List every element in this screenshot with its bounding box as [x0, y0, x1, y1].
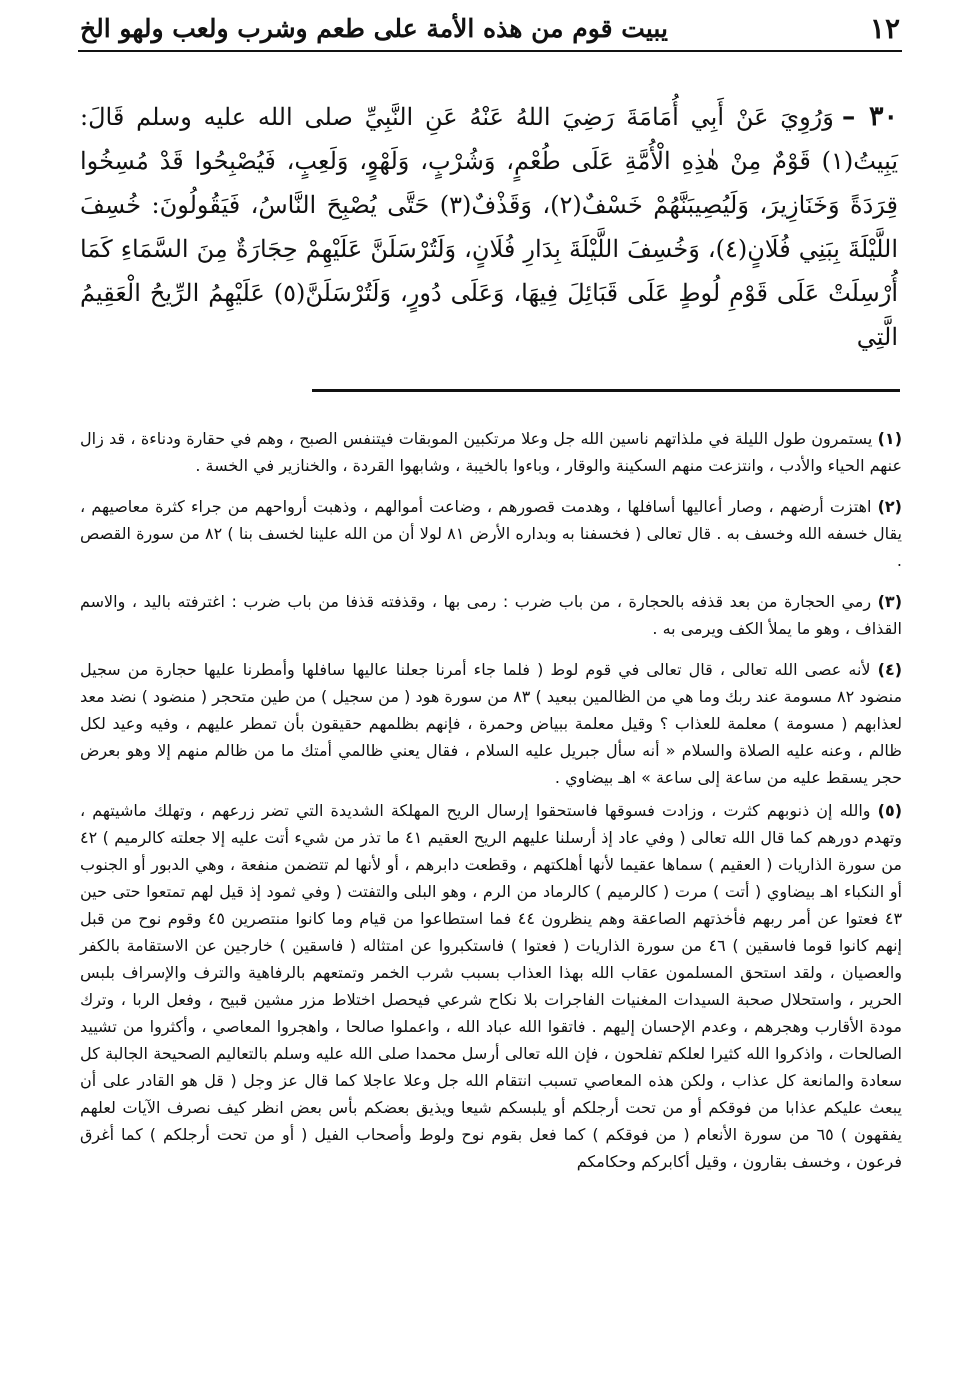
- hadith-body: وَرُوِيَ عَنْ أَبِي أُمَامَةَ رَضِيَ اللهُ عَنْهُ عَنِ النَّبِيِّ صلى الله عليه وسلم قَالَ: يَبِيتُ(١) قَوْمٌ مِنْ هٰذِهِ الْأُمَّةِ عَلَى طُعْمٍ، وَشُرْبٍ، وَلَهْوٍ، وَلَعِبٍ، فَيُصْبِحُوا قَدْ مُسِخُوا قِرَدَةً وَخَنَازِيرَ، وَلَيُصِيبَنَّهُمْ خَسْفٌ(٢)، وَقَذْفٌ(٣) حَتَّى يُصْبِحَ النَّاسُ، فَيَقُولُونَ: خُسِفَ اللَّيْلَةَ بِبَنِي فُلَانٍ(٤)، وَخُسِفَ اللَّيْلَةَ بِدَارِ فُلَانٍ، وَلَتُرْسَلَنَّ عَلَيْهِمْ حِجَارَةٌ مِنَ السَّمَاءِ كَمَا أُرْسِلَتْ عَلَى قَوْمِ لُوطٍ عَلَى قَبَائِلَ فِيهَا، وَعَلَى دُورٍ، وَلَتُرْسَلَنَّ(٥) عَلَيْهِمُ الرِّيحُ الْعَقِيمُ الَّتِي: [80, 103, 899, 351]
- footnote-text: لأنه عصى الله تعالى ، قال تعالى في قوم لوط ( فلما جاء أمرنا جعلنا عاليها سافلها وأمطرنا عليها حجارة من سجيل منضود ٨٢ مسومة عند ربك وما هي من الظالمين ببعيد ) ٨٣ من سورة هود ( من سجيل ) من طين متحجر ( منضود ) نضد معد لعذابهم ( مسومة ) معلمة للعذاب ؟ وقيل معلمة ببياض وحمرة ، فإنهم بظلمهم حقيقون بأن تمطر عليهم ، وفيه وعيد لكل ظالم ، وعنه عليه الصلاة والسلام « أنه سأل جبريل عليه السلام ، فقال يعني ظالمي أمتك ما من ظالم منهم إلا وهو بعرض حجر يسقط عليه من ساعة إلى ساعة » اهـ بيضاوي .: [80, 660, 903, 787]
- hadith-main-text: [80, 95, 898, 359]
- footnote-divider: [312, 389, 900, 392]
- footnote-number: (١): [877, 429, 902, 448]
- footnote-text: رمي الحجارة من بعد قذفه بالحجارة ، من باب ضرب : رمى بها ، وقذفته قذفا من باب ضرب : اغترفته باليد ، والاسم القذاف ، وهو ما يملأ الكف ويرمى به .: [80, 592, 902, 638]
- footnote-1: [80, 425, 902, 479]
- footnotes: [80, 425, 902, 1189]
- footnote-text: اهتزت أرضهم ، وصار أعاليها أسافلها ، وهدمت قصورهم ، وضاعت أموالهم ، وذهبت أرواحهم من جراء كثرة معاصيهم ، يقال خسفه الله وخسف به . قال تعالى ( فخسفنا به وبداره الأرض ٨١ لولا أن من الله علينا لخسف بنا ) ٨٢ من سورة القصص .: [80, 497, 903, 570]
- page-header: [80, 12, 900, 44]
- footnote-text: والله إن ذنوبهم كثرت ، وزادت فسوقها فاستحقوا إرسال الريح المهلكة الشديدة التي تضر زرعهم ، وتهلك ماشيتهم ، وتهدم دورهم كما قال الله تعالى ( وفي عاد إذ أرسلنا عليهم الريح العقيم ٤١ ما تذر من شيء أتت عليه إلا جعلته كالرميم ) ٤٢ من سورة الذاريات ( العقيم ) سماها عقيما لأنها أهلكتهم ، وقطعت دابرهم ، أو لأنها لم تتضمن منفعة ، وهي الدبور أو الجنوب أو النكباء اهـ بيضاوي ( أتت ) مرت ( كالرميم ) كالرماد من الرم ، وهو البلى والتفتت ( وفي ثمود إذ قيل لهم تمتعوا حتى حين ٤٣ فعتوا عن أمر ربهم فأخذتهم الصاعقة وهم ينظرون ٤٤ فما استطاعوا من قيام وما كانوا منتصرين ٤٥ وقوم نوح من قبل إنهم كانوا قوما فاسقين ) ٤٦ من سورة الذاريات ( فعتوا ) فاستكبروا عن امتثاله ( فاسقين ) خارجين عن الاستقامة بالكفر والعصيان ، ولقد استحق المسلمون عقاب الله بهذا العذاب بسبب شرب الخمر وتمتعهم بالرفاهية والترف والإسراف بلبس الحرير ، واستحلال صحبة السيدات المغنيات الفاجرات بلا نكاح شرعي فيحصل اختلاط مزر مشين قبيح ، وفعل الربا ، وترك مودة الأقارب وهجرهم ، وعدم الإحسان إليهم . فاتقوا الله عباد الله ، واعملوا صالحا ، واهجروا المعاصي ، وأكثروا من تشييد الصالحات ، واذكروا الله كثيرا لعلكم تفلحون ، فإن الله تعالى أرسل محمدا صلى الله عليه وسلم بالتعاليم الصحيحة الجالبة كل سعادة والمانعة كل عذاب ، ولكن هذه المعاصي تسبب انتقام الله جل وعلا عاجلا كما قال عز وجل ( قل هو القادر على أن يبعث عليكم عذابا من فوقكم أو من تحت أرجلكم أو يلبسكم شيعا ويذيق بعضكم بأس بعض انظر كيف نصرف الآيات لعلهم يفقهون ) ٦٥ من سورة الأنعام ( من فوقكم ) كما فعل بقوم نوح ولوط وأصحاب الفيل ( أو من تحت أرجلكم ) كما أغرق فرعون ، وخسف بقارون ، وقيل أكابركم وحكامكم: [80, 801, 903, 1171]
- footnote-3: [80, 588, 902, 642]
- hadith-number: ٣٠ –: [841, 101, 899, 132]
- running-head: يبيت قوم من هذه الأمة على طعم وشرب ولعب ولهو الخ: [80, 13, 668, 43]
- footnote-number: (٥): [877, 801, 903, 820]
- footnote-text: يستمرون طول الليلة في ملذاتهم ناسين الله جل وعلا مرتكبين الموبقات فيتنفس الصبح ، وهم في حقارة ودناءة ، قد زال عنهم الحياء والأدب ، وانتزعت منهم السكينة والوقار ، وباءوا بالخيبة ، وشابهوا القردة ، والخنازير في الخسة .: [80, 429, 902, 475]
- footnote-2: [80, 493, 902, 574]
- footnote-4: [80, 656, 902, 791]
- footnote-number: (٤): [877, 660, 903, 679]
- footnote-number: (٣): [877, 592, 902, 611]
- header-divider: [78, 50, 902, 52]
- page-number: ١٢: [869, 11, 900, 45]
- footnote-number: (٢): [877, 497, 902, 516]
- hadith-paragraph: [80, 95, 898, 359]
- footnote-5: [80, 797, 902, 1175]
